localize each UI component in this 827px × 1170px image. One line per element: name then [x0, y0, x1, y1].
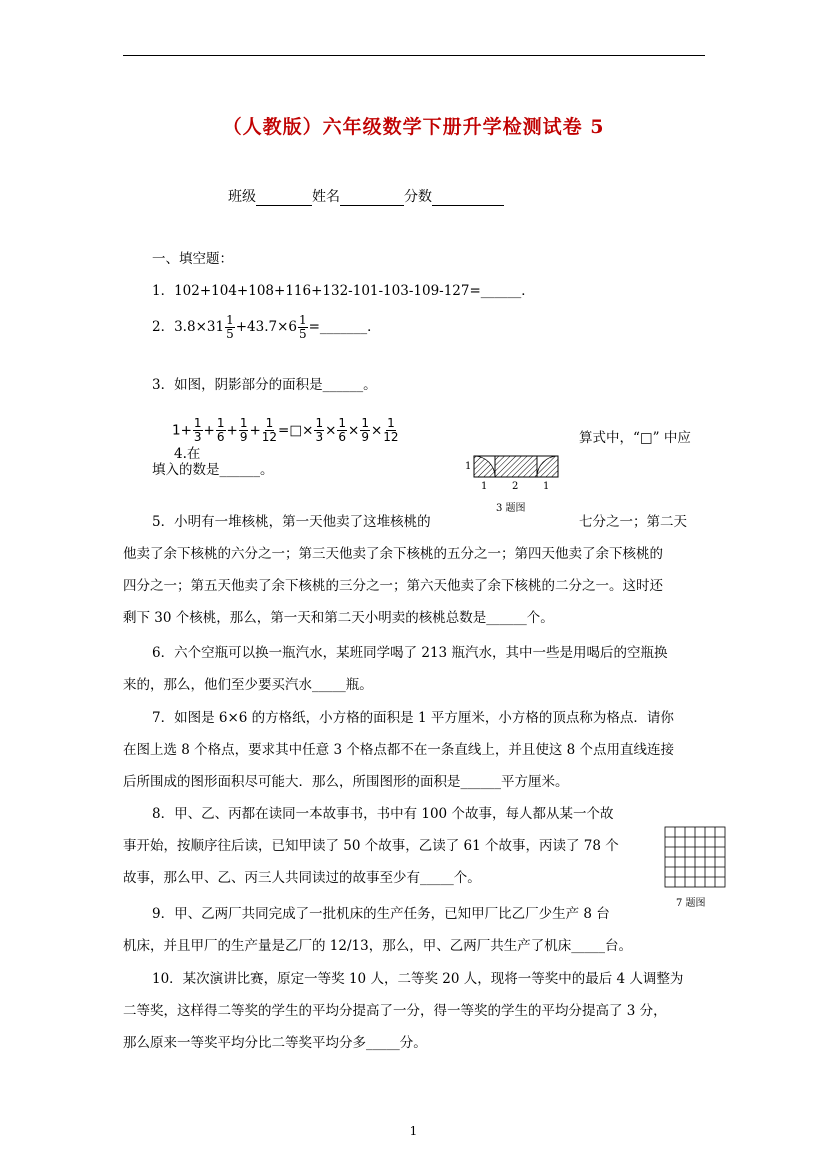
question-8-line1: 8．甲、乙、丙都在读同一本故事书，书中有 100 个故事，每人都从某一个故 — [152, 806, 614, 822]
score-label: 分数 — [404, 189, 432, 205]
question-4-in: 4.在 — [174, 446, 201, 462]
header-rule — [123, 55, 705, 56]
question-8-line2: 事开始，按顺序往后读，已知甲读了 50 个故事，乙读了 61 个故事，丙读了 78 个 — [123, 838, 619, 854]
question-8-line3: 故事，那么甲、乙、丙三人共同读过的故事至少有_____个。 — [123, 870, 481, 886]
question-4-tail: 算式中，“□” 中应 — [579, 430, 691, 446]
figure-7-grid — [664, 826, 726, 888]
question-5-line4: 剩下 30 个核桃，那么，第一天和第二天小明卖的核桃总数是______个。 — [123, 610, 554, 626]
page-number: 1 — [409, 1124, 418, 1138]
page-title: （人教版）六年级数学下册升学检测试卷 5 — [222, 116, 605, 138]
figure-3-bottom-label: 1 — [481, 481, 488, 492]
figure-7 — [664, 826, 728, 910]
question-5-line2: 他卖了余下核桃的六分之一；第三天他卖了余下核桃的五分之一；第四天他卖了余下核桃的 — [123, 546, 663, 562]
question-7-line3: 后所围成的图形面积尽可能大．那么，所围图形的面积是______平方厘米。 — [123, 774, 569, 790]
question-10-line3: 那么原来一等奖平均分比二等奖平均分多_____分。 — [123, 1035, 427, 1051]
question-9-line1: 9．甲、乙两厂共同完成了一批机床的生产任务，已知甲厂比乙厂少生产 8 台 — [152, 906, 610, 922]
figure-7-caption: 7 题图 — [676, 898, 706, 909]
question-7-line2: 在图上选 8 个格点，要求其中任意 3 个格点都不在一条直线上，并且使这 8 个点用直线连接 — [123, 742, 675, 758]
name-label: 姓名 — [312, 189, 340, 205]
figure-3-bottom-label: 1 — [543, 481, 550, 492]
student-info-line — [228, 186, 504, 206]
name-blank — [340, 191, 404, 206]
question-7-line1: 7．如图是 6×6 的方格纸，小方格的面积是 1 平方厘米，小方格的顶点称为格点．请你 — [152, 710, 674, 726]
figure-3-caption: 3 题图 — [496, 503, 526, 514]
score-blank — [432, 191, 504, 206]
figure-3 — [462, 453, 562, 515]
question-1: 1．102+104+108+116+132-101-103-109-127=______． — [152, 283, 535, 299]
figure-3-bottom-label: 2 — [512, 481, 519, 492]
class-blank — [256, 191, 312, 206]
question-3: 3．如图，阴影部分的面积是______。 — [152, 377, 377, 393]
question-6-line2: 来的，那么，他们至少要买汽水_____瓶。 — [123, 677, 373, 693]
fraction: $\frac{1}{5}$ — [226, 313, 234, 341]
question-2: 2．3.8×31 $\frac{1}{5}$ +43.7×6 $\frac{1}{5}$ =_______． — [152, 313, 381, 341]
question-5-line1b: 七分之一；第二天 — [579, 514, 687, 530]
section-heading: 一、填空题： — [152, 251, 233, 267]
question-10-line2: 二等奖，这样得二等奖的学生的平均分提高了一分，得一等奖的学生的平均分提高了 3 分， — [123, 1003, 667, 1019]
question-10-line1: 10．某次演讲比赛，原定一等奖 10 人，二等奖 20 人，现将一等奖中的最后 4 人调整为 — [152, 971, 684, 987]
question-6-line1: 6．六个空瓶可以换一瓶汽水，某班同学喝了 213 瓶汽水，其中一些是用喝后的空瓶换 — [152, 645, 668, 661]
question-9-line2: 机床，并且甲厂的生产量是乙厂的 12/13，那么，甲、乙两厂共生产了机床_____台。 — [123, 938, 632, 954]
question-5-line1a: 5．小明有一堆核桃，第一天他卖了这堆核桃的 — [152, 514, 431, 530]
question-4-line2: 填入的数是______。 — [152, 462, 274, 478]
question-5-line3: 四分之一；第五天他卖了余下核桃的三分之一；第六天他卖了余下核桃的二分之一。这时还 — [123, 578, 663, 594]
figure-3-left-label: 1 — [465, 461, 472, 472]
fraction: $\frac{1}{5}$ — [298, 313, 307, 341]
class-label: 班级 — [228, 189, 256, 205]
question-4-equation: 1+ $\frac{1}{3}$ + $\frac{1}{6}$ + $\frac{1}{9}$ + $\frac{1}{12}$ =□× $\frac{1}{3}$ × $\frac{1}{6}$ × $\frac{1}{9}$ × $\frac{1}{12}$ — [172, 416, 399, 444]
